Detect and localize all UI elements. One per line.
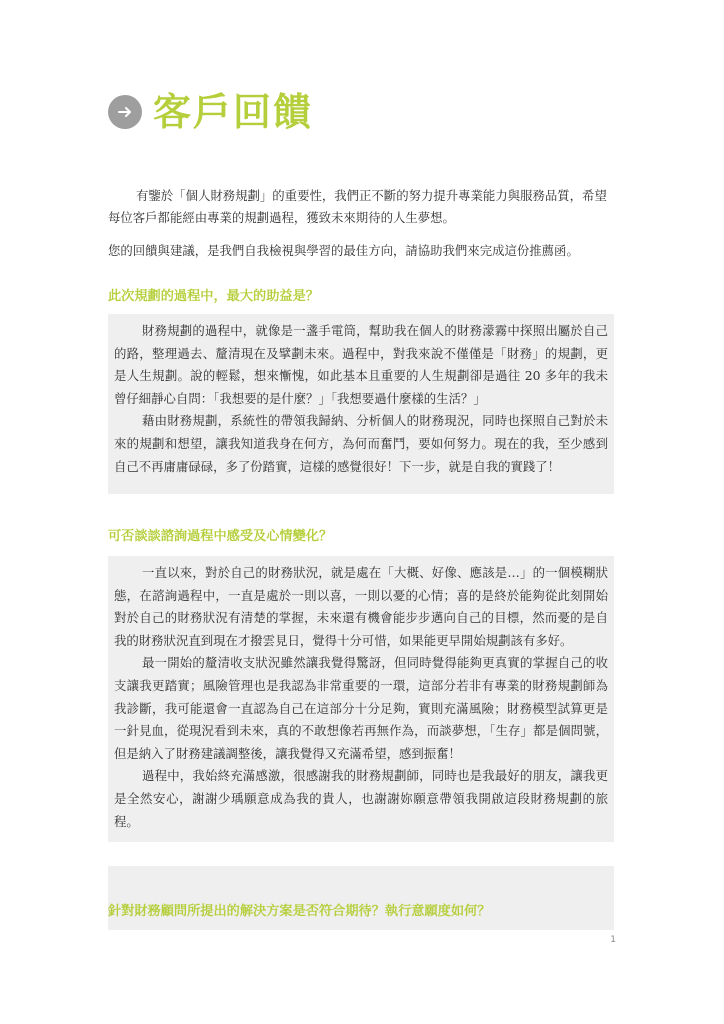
question-heading: 針對財務顧問所提出的解決方案是否符合期待？執行意願度如何？ (108, 904, 491, 919)
intro-request: 您的回饋與建議，是我們自我檢視與學習的最佳方向，請協助我們來完成這份推薦函。 (108, 243, 579, 258)
question-heading: 可否談談諮詢過程中感受及心情變化？ (108, 529, 333, 544)
answer-paragraph: 藉由財務規劃，系統性的帶領我歸納、分析個人的財務現況，同時也探照自己對於未來的規劃和想望，讓我知道我身在何方，為何而奮鬥，要如何努力。現在的我，至少感到自己不再庸庸碌碌，多了份踏實，這樣的感覺很好！下一步，就是自我的實踐了！ (114, 413, 608, 474)
arrow-right-icon (108, 95, 142, 129)
answer-paragraph: 過程中，我始終充滿感激，很感謝我的財務規劃師，同時也是我最好的朋友，讓我更是全然安心，謝謝少瑀願意成為我的貴人，也謝謝妳願意帶領我開啟這段財務規劃的旅程。 (114, 768, 608, 829)
answer-box (108, 314, 614, 494)
intro-paragraph: 有鑒於「個人財務規劃」的重要性，我們正不斷的努力提升專業能力與服務品質，希望每位客戶都能經由專業的規劃過程，獲致未來期待的人生夢想。 (108, 188, 607, 225)
answer-paragraph: 財務規劃的過程中，就像是一盞手電筒，幫助我在個人的財務濛霧中探照出屬於自己的路，整理過去、釐清現在及擘劃未來。過程中，對我來說不僅僅是「財務」的規劃，更是人生規劃。說的輕鬆，想來慚愧，如此基本且重要的人生規劃卻是過往 20 多年的我未曾仔細靜心自問：「我想要的是什麼？」「我想要過什麼樣的生活？」 (114, 323, 608, 406)
answer-paragraph: 一直以來，對於自己的財務狀況，就是處在「大概、好像、應該是…」的一個模糊狀態，在諮詢過程中，一直是處於一則以喜，一則以憂的心情；喜的是終於能夠從此刻開始對於自己的財務狀況有清楚的掌握，未來還有機會能步步邁向自己的目標，然而憂的是自我的財務狀況直到現在才撥雲見日，覺得十分可惜，如果能更早開始規劃該有多好。 (114, 565, 608, 648)
answer-box (108, 866, 614, 930)
answer-box (108, 556, 614, 842)
page-title: 客戶回饋 (153, 90, 314, 134)
question-heading: 此次規劃的過程中，最大的助益是？ (108, 289, 319, 304)
page-header (108, 88, 313, 136)
page-number: 1 (610, 935, 616, 945)
answer-paragraph: 最一開始的釐清收支狀況雖然讓我覺得驚訝，但同時覺得能夠更真實的掌握自己的收支讓我更踏實；風險管理也是我認為非常重要的一環，這部分若非有專業的財務規劃師為我診斷，我可能還會一直認為自己在這部分十分足夠，實則充滿風險；財務模型試算更是一針見血，從現況看到未來，真的不敢想像若再無作為，而談夢想，「生存」都是個問號，但是納入了財務建議調整後，讓我覺得又充滿希望，感到振奮！ (114, 655, 608, 761)
